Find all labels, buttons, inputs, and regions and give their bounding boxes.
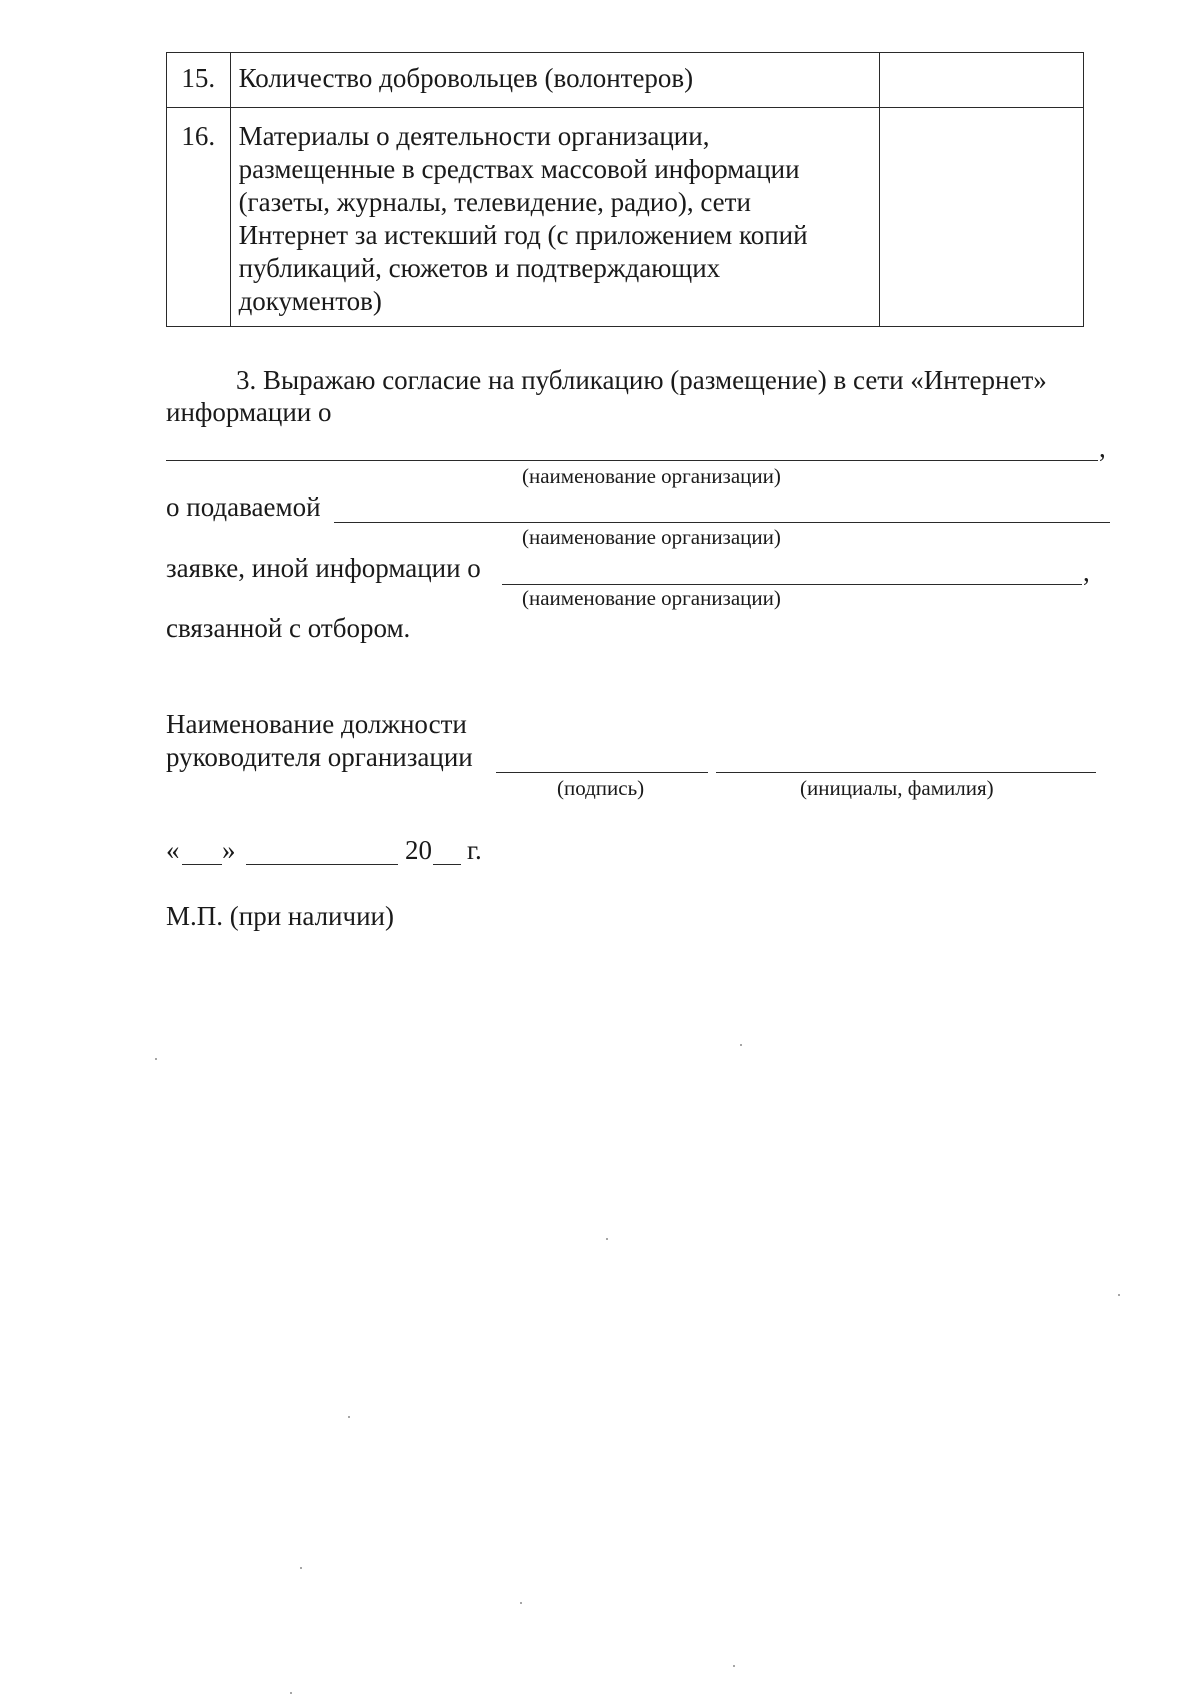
comma: ,: [1083, 557, 1090, 587]
scan-speck: [300, 1567, 302, 1569]
row-number-cell: [167, 108, 231, 327]
organization-name-caption: (наименование организации): [522, 586, 781, 610]
organization-name-caption: (наименование организации): [522, 464, 781, 488]
row-number: 15.: [181, 63, 216, 93]
signature-field[interactable]: [496, 772, 708, 773]
comma: ,: [1099, 433, 1106, 463]
row-description-line: (газеты, журналы, телевидение, радио), сети: [238, 187, 751, 217]
row-description-cell: [230, 53, 879, 108]
row-description-line: публикаций, сюжетов и подтверждающих: [238, 253, 721, 283]
row-description-line: размещенные в средствах массовой информации: [238, 154, 800, 184]
organization-name-field-3[interactable]: [502, 584, 1082, 585]
organization-name-field-2[interactable]: [334, 522, 1110, 523]
consent-paragraph-line1: 3. Выражаю согласие на публикацию (размещение) в сети «Интернет»: [236, 365, 1047, 395]
scan-speck: [348, 1416, 350, 1418]
date-open-quote: «: [166, 835, 180, 865]
row-value-cell[interactable]: [880, 53, 1084, 108]
table-row: [167, 108, 1084, 327]
consent-paragraph-line2: информации о: [166, 397, 332, 427]
row-description-line: Интернет за истекший год (с приложением копий: [238, 220, 808, 250]
scan-speck: [606, 1238, 608, 1240]
scan-speck: [740, 1044, 742, 1046]
scan-speck: [520, 1602, 522, 1604]
scan-speck: [155, 1058, 157, 1060]
position-title-line1: Наименование должности: [166, 709, 467, 739]
scan-speck: [290, 1692, 292, 1694]
application-label: заявке, иной информации о: [166, 553, 481, 583]
initials-surname-caption: (инициалы, фамилия): [800, 776, 994, 800]
signature-caption: (подпись): [557, 776, 645, 800]
initials-surname-field[interactable]: [716, 772, 1096, 773]
table-row: [167, 53, 1084, 108]
data-table: [166, 52, 1084, 327]
date-year-prefix: 20: [405, 835, 432, 865]
row-number: 16.: [181, 121, 216, 151]
date-month-field[interactable]: [246, 864, 398, 865]
organization-name-field-1[interactable]: [166, 460, 1098, 461]
organization-name-caption: (наименование организации): [522, 525, 781, 549]
scan-speck: [1118, 1294, 1120, 1296]
selection-text: связанной с отбором.: [166, 613, 411, 643]
submitted-label: о подаваемой: [166, 492, 321, 522]
row-description-cell: [230, 108, 879, 327]
row-value-cell[interactable]: [880, 108, 1084, 327]
row-description-line: Материалы о деятельности организации,: [238, 121, 710, 151]
position-title-line2: руководителя организации: [166, 742, 473, 772]
date-day-field[interactable]: [182, 864, 222, 865]
date-close-quote: »: [222, 835, 236, 865]
row-description-line: документов): [238, 286, 382, 316]
row-description-line: Количество добровольцев (волонтеров): [238, 63, 694, 93]
stamp-note: М.П. (при наличии): [166, 901, 394, 931]
scan-speck: [733, 1665, 735, 1667]
date-year-field[interactable]: [433, 864, 461, 865]
row-number-cell: [167, 53, 231, 108]
date-year-suffix: г.: [467, 835, 482, 865]
